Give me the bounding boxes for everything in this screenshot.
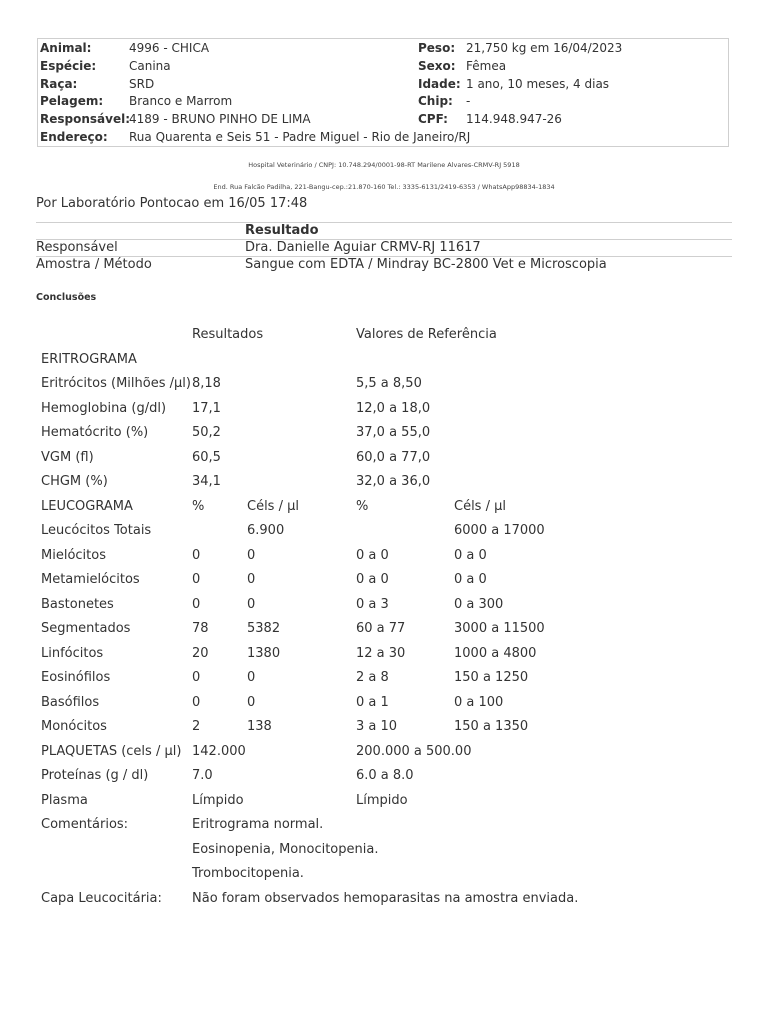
- exam-name: Proteínas (g / dl): [41, 768, 149, 783]
- exam-reference: 3 a 10: [356, 719, 398, 734]
- hospital-line-1: Hospital Veterinário / CNPJ: 10.748.294/0001-98-RT Marilene Alvares-CRMV-RJ 5918: [248, 161, 520, 169]
- exam-reference: 60 a 77: [356, 621, 406, 636]
- exam-cells: 0: [247, 596, 256, 612]
- exam-reference: 0 a 0: [356, 572, 389, 587]
- peso-value: 21,750 kg em 16/04/2023: [466, 41, 623, 55]
- pelagem-value: Branco e Marrom: [129, 94, 233, 108]
- exam-result: 142.000: [192, 743, 246, 759]
- result-table-top-rule: [36, 222, 732, 223]
- exam-reference: 2 a 8: [356, 670, 389, 685]
- exam-result: 0: [192, 572, 201, 587]
- exam-reference-cells: 3000 a 11500: [454, 621, 545, 636]
- exam-reference: 0 a 1: [356, 694, 389, 710]
- peso-label: Peso:: [418, 41, 456, 55]
- exam-reference: Límpido: [356, 792, 408, 808]
- exam-name: Eritrócitos (Milhões /µl): [41, 376, 191, 391]
- exam-reference-cells: 0 a 0: [454, 547, 487, 563]
- exam-result: Límpido: [192, 792, 244, 808]
- responsavel-value: 4189 - BRUNO PINHO DE LIMA: [129, 112, 311, 126]
- exam-cells: 0: [247, 572, 256, 587]
- exam-reference: 0 a 3: [356, 596, 389, 612]
- exam-result: Eosinopenia, Monocitopenia.: [192, 841, 379, 857]
- exam-result: 7.0: [192, 768, 213, 783]
- endereco-value: Rua Quarenta e Seis 51 - Padre Miguel - Rio de Janeiro/RJ: [129, 130, 471, 144]
- exam-result: 0: [192, 547, 201, 563]
- exam-result: 0: [192, 694, 201, 710]
- exam-cells: Céls / µl: [247, 498, 299, 514]
- exam-result: 50,2: [192, 425, 221, 440]
- exam-result: 17,1: [192, 400, 221, 416]
- exam-name: VGM (fl): [41, 449, 94, 465]
- exam-result: Não foram observados hemoparasitas na amostra enviada.: [192, 890, 579, 906]
- exam-name: Linfócitos: [41, 645, 104, 661]
- responsavel-row-label: Responsável: [36, 240, 118, 255]
- exam-name: Leucócitos Totais: [41, 523, 152, 538]
- endereco-label: Endereço:: [40, 130, 108, 144]
- lab-line: Por Laboratório Pontocao em 16/05 17:48: [36, 196, 308, 211]
- exam-cells: 6.900: [247, 523, 285, 538]
- exam-name: Eosinófilos: [41, 670, 111, 685]
- result-header: Resultado: [245, 223, 319, 238]
- conclusions-label: Conclusões: [36, 292, 97, 303]
- exam-result: 2: [192, 719, 201, 734]
- exam-name: PLAQUETAS (cels / µl): [41, 743, 182, 759]
- raca-label: Raça:: [40, 77, 78, 91]
- exam-result: 0: [192, 670, 201, 685]
- responsavel-row-value: Dra. Danielle Aguiar CRMV-RJ 11617: [245, 240, 481, 255]
- exam-reference-cells: 150 a 1250: [454, 670, 529, 685]
- exam-name: Comentários:: [41, 817, 129, 832]
- exam-reference: Valores de Referência: [356, 327, 497, 342]
- exam-result: 60,5: [192, 449, 221, 465]
- especie-label: Espécie:: [40, 59, 97, 73]
- exam-reference: 60,0 a 77,0: [356, 449, 431, 465]
- exam-name: Segmentados: [41, 621, 131, 636]
- exam-reference-cells: 6000 a 17000: [454, 523, 545, 538]
- exam-name: Capa Leucocitária:: [41, 890, 162, 906]
- exam-reference: 0 a 0: [356, 547, 389, 563]
- idade-value: 1 ano, 10 meses, 4 dias: [466, 77, 610, 91]
- exam-name: Hematócrito (%): [41, 425, 149, 440]
- exam-result: 34,1: [192, 474, 221, 489]
- responsavel-label: Responsável:: [40, 112, 131, 126]
- exam-name: CHGM (%): [41, 474, 108, 489]
- exam-name: LEUCOGRAMA: [41, 498, 133, 514]
- exam-result: 8,18: [192, 376, 221, 391]
- exam-name: Monócitos: [41, 719, 107, 734]
- exam-reference: 5,5 a 8,50: [356, 376, 422, 391]
- exam-reference-cells: 0 a 100: [454, 694, 504, 710]
- exam-cells: 0: [247, 547, 256, 563]
- especie-value: Canina: [129, 59, 171, 73]
- exam-name: Metamielócitos: [41, 572, 140, 587]
- idade-label: Idade:: [418, 77, 461, 91]
- exam-cells: 138: [247, 719, 272, 734]
- cpf-label: CPF:: [418, 112, 448, 126]
- exam-reference: 12,0 a 18,0: [356, 400, 431, 416]
- amostra-row-value: Sangue com EDTA / Mindray BC-2800 Vet e Microscopia: [245, 257, 607, 272]
- exam-reference-cells: 0 a 0: [454, 572, 487, 587]
- exam-reference: 37,0 a 55,0: [356, 425, 431, 440]
- chip-value: -: [466, 94, 471, 108]
- animal-label: Animal:: [40, 41, 92, 55]
- exam-result: 0: [192, 596, 201, 612]
- exam-reference-cells: 1000 a 4800: [454, 645, 537, 661]
- animal-value: 4996 - CHICA: [129, 41, 210, 55]
- raca-value: SRD: [129, 77, 155, 91]
- exam-name: Mielócitos: [41, 547, 106, 563]
- exam-cells: 1380: [247, 645, 281, 661]
- exam-result: Trombocitopenia.: [192, 866, 304, 881]
- exam-reference-cells: 0 a 300: [454, 596, 504, 612]
- exam-cells: 0: [247, 670, 256, 685]
- exam-reference: 32,0 a 36,0: [356, 474, 431, 489]
- exam-reference: 200.000 a 500.00: [356, 743, 472, 759]
- exam-name: ERITROGRAMA: [41, 351, 137, 367]
- hospital-line-2: End. Rua Falcão Padilha, 221-Bangu-cep.:21.870-160 Tel.: 3335-6131/2419-6353 / WhatsApp98834-1834: [213, 183, 555, 191]
- exam-name: Basófilos: [41, 694, 100, 710]
- exam-name: Hemoglobina (g/dl): [41, 400, 167, 416]
- exam-reference-cells: Céls / µl: [454, 498, 506, 514]
- sexo-label: Sexo:: [418, 59, 456, 73]
- exam-name: Plasma: [41, 792, 88, 808]
- exam-cells: 0: [247, 694, 256, 710]
- exam-name: Bastonetes: [41, 596, 114, 612]
- exam-reference: 12 a 30: [356, 645, 406, 661]
- exam-reference: 6.0 a 8.0: [356, 768, 414, 783]
- exam-reference: %: [356, 498, 369, 514]
- pelagem-label: Pelagem:: [40, 94, 104, 108]
- exam-cells: 5382: [247, 621, 281, 636]
- exam-result: 20: [192, 645, 209, 661]
- chip-label: Chip:: [418, 94, 453, 108]
- exam-result: Eritrograma normal.: [192, 817, 324, 832]
- exam-result: 78: [192, 621, 209, 636]
- amostra-row-label: Amostra / Método: [36, 257, 152, 272]
- cpf-value: 114.948.947-26: [466, 112, 562, 126]
- exam-reference-cells: 150 a 1350: [454, 719, 529, 734]
- sexo-value: Fêmea: [466, 59, 507, 73]
- exam-result: Resultados: [192, 327, 264, 342]
- exam-result: %: [192, 498, 205, 514]
